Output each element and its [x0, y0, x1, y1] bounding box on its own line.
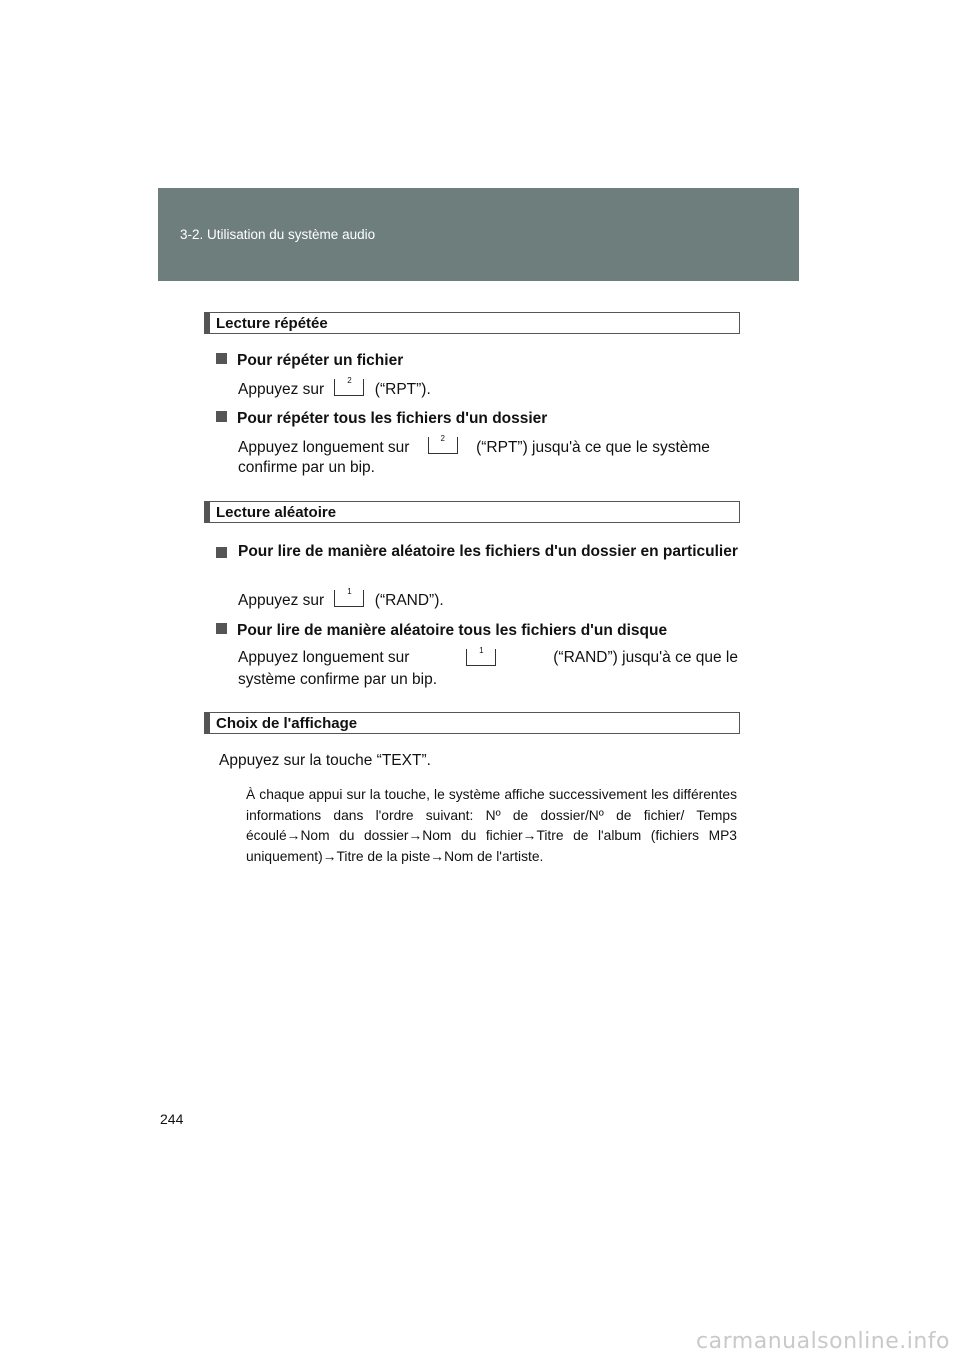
square-bullet-icon — [216, 353, 227, 364]
item-label: Pour lire de manière aléatoire les fichiers d'un dossier en particulier — [238, 543, 738, 560]
instruction-text: (“RAND”) jusqu'à ce que le — [553, 649, 738, 666]
section-title-bar-repeat — [204, 312, 740, 334]
watermark: carmanualsonline.info — [696, 1329, 950, 1354]
instruction-line — [238, 376, 431, 399]
instruction-line: système confirme par un bip. — [238, 671, 438, 688]
instruction-text: (“RPT”). — [374, 381, 431, 398]
section-title: Choix de l'affichage — [216, 715, 358, 732]
section-title: Lecture répétée — [216, 315, 328, 332]
key-label: 2 — [347, 376, 352, 385]
instruction-text: Appuyez longuement sur — [238, 439, 410, 456]
key-label: 2 — [440, 434, 445, 443]
instruction-text: Appuyez sur — [238, 381, 325, 398]
section-title-bar-random — [204, 501, 740, 523]
page-number: 244 — [160, 1111, 184, 1127]
note-paragraph: À chaque appui sur la touche, le système affiche successivement les différentes informations dans l'ordre suivant: Nº de dossier/Nº de fichier/ Temps écoulé→Nom du dossier→Nom du fichier→Titre de l'album (fichiers MP3 uniquement)→Titre de la piste→Nom de l'artiste. — [246, 787, 737, 864]
instruction-line — [238, 434, 710, 457]
section-accent — [205, 502, 210, 522]
instruction-text: (“RPT”) jusqu'à ce que le système — [476, 439, 710, 456]
instruction-line — [238, 646, 738, 667]
preset-button-1-icon — [334, 587, 364, 607]
instruction-text: Appuyez longuement sur — [238, 649, 410, 666]
section-accent — [205, 713, 210, 733]
square-bullet-icon — [216, 547, 227, 558]
instruction-text: Appuyez sur — [238, 592, 325, 609]
list-item — [216, 410, 738, 428]
square-bullet-icon — [216, 411, 227, 422]
instruction-line — [238, 587, 444, 610]
preset-button-2-icon — [334, 376, 364, 396]
preset-button-2-icon — [428, 434, 458, 454]
key-label: 1 — [347, 587, 352, 596]
list-item — [216, 541, 738, 563]
item-label: Pour répéter tous les fichiers d'un dossier — [237, 410, 548, 427]
instruction-line: Appuyez sur la touche “TEXT”. — [219, 752, 431, 769]
instruction-text: (“RAND”). — [374, 592, 444, 609]
section-title-bar-display — [204, 712, 740, 734]
section-heading: 3-2. Utilisation du système audio — [180, 227, 376, 242]
square-bullet-icon — [216, 623, 227, 634]
key-label: 1 — [479, 646, 484, 655]
item-label: Pour lire de manière aléatoire tous les fichiers d'un disque — [237, 622, 668, 639]
preset-button-1-icon — [466, 646, 496, 666]
section-title: Lecture aléatoire — [216, 504, 337, 521]
list-item — [216, 622, 738, 640]
item-label: Pour répéter un fichier — [237, 352, 404, 369]
instruction-line: confirme par un bip. — [238, 459, 375, 476]
header-band — [158, 188, 799, 281]
section-accent — [205, 313, 210, 333]
list-item — [216, 352, 738, 370]
